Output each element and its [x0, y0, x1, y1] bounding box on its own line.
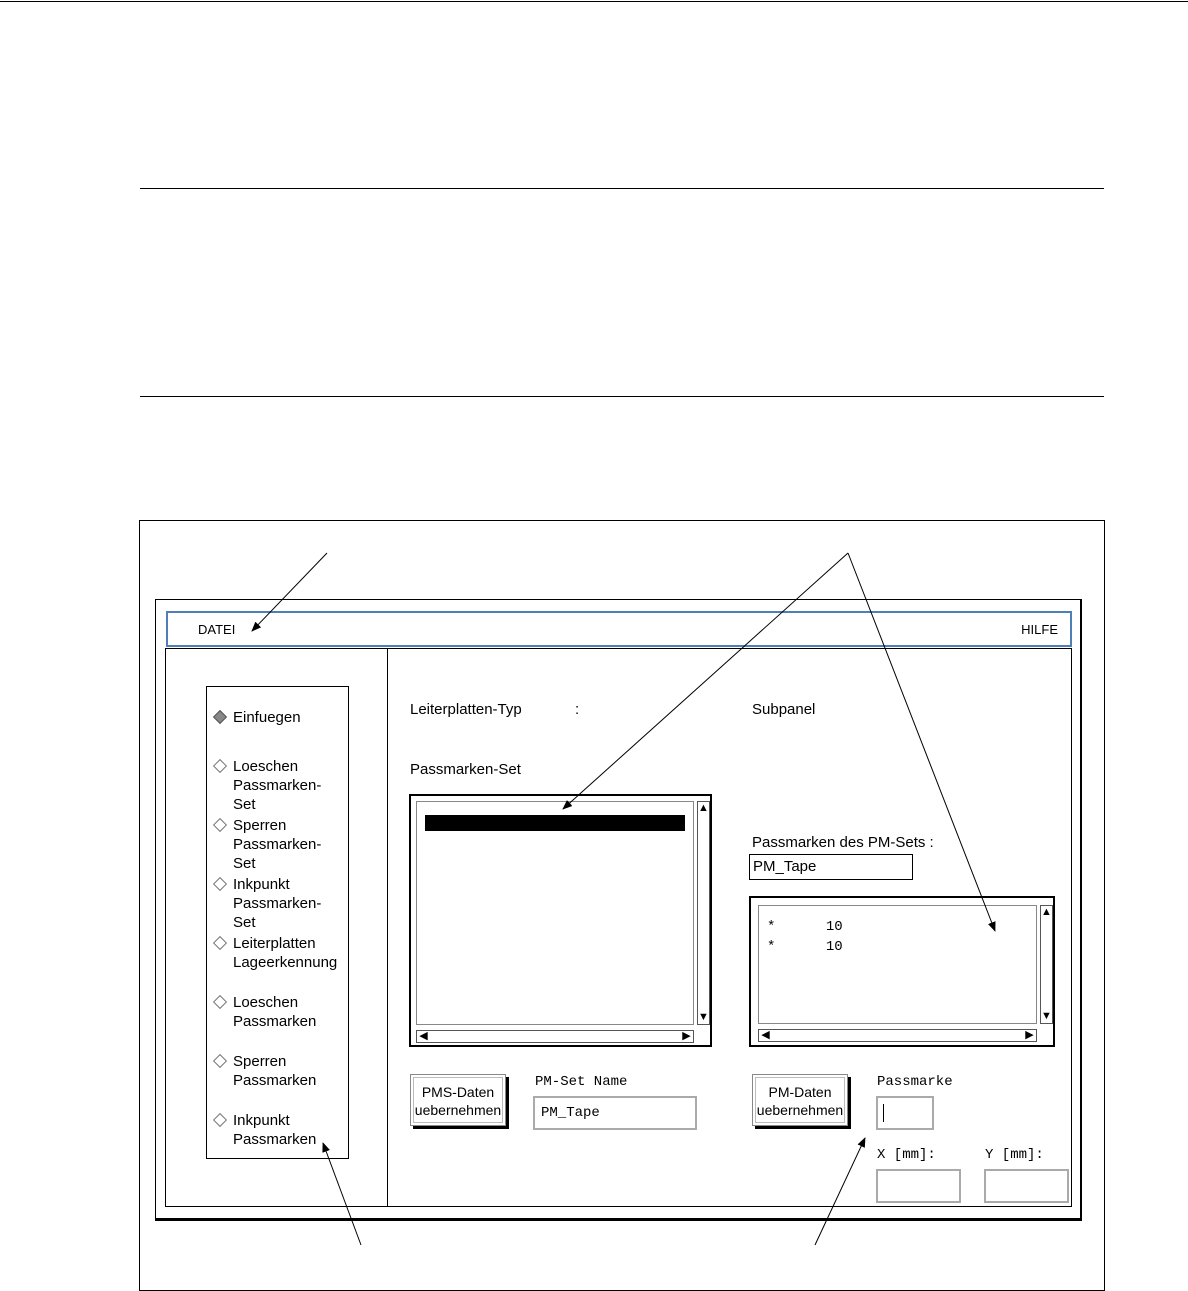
- radio-label: Loeschen Passmarken: [233, 994, 317, 1030]
- button-label: PMS-Daten uebernehmen: [414, 1084, 502, 1118]
- scroll-left-icon[interactable]: ◀: [761, 1029, 770, 1041]
- pm-list-row[interactable]: * 10: [767, 939, 843, 955]
- set-name-label: PM-Set Name: [535, 1074, 628, 1090]
- row-flag: * L: [475, 831, 501, 847]
- set-list-label: Passmarken-Set: [410, 761, 521, 778]
- callout-arrow-set-list: [563, 553, 848, 809]
- pm-list-row[interactable]: * 10: [767, 919, 843, 935]
- board-type-value: Subpanel: [752, 701, 816, 718]
- y-label: Y [mm]:: [985, 1147, 1044, 1163]
- button-label: PM-Daten uebernehmen: [756, 1084, 844, 1118]
- scroll-left-icon[interactable]: ◀: [419, 1030, 428, 1042]
- board-type-colon: :: [575, 701, 580, 718]
- radio-label: Sperren Passmarken: [233, 1053, 317, 1089]
- menu-datei[interactable]: DATEI: [198, 622, 236, 637]
- board-type-label: Leiterplatten-Typ: [410, 701, 522, 718]
- menu-hilfe[interactable]: HILFE: [1021, 622, 1058, 637]
- pm-set-value: PM_Tape: [753, 858, 817, 875]
- callout-arrow-sidebar: [323, 1143, 361, 1245]
- scroll-down-icon[interactable]: ▼: [698, 1011, 709, 1023]
- row-name: PM_Tape: [534, 831, 594, 847]
- radio-label: Einfuegen: [233, 709, 301, 726]
- scroll-up-icon[interactable]: ▲: [1041, 906, 1052, 918]
- radio-label: Loeschen Passmarken-Set: [233, 758, 322, 813]
- scroll-right-icon[interactable]: ▶: [1025, 1029, 1034, 1041]
- x-label: X [mm]:: [877, 1147, 936, 1163]
- scroll-up-icon[interactable]: ▲: [698, 802, 709, 814]
- callout-arrow-pm-list: [848, 553, 995, 931]
- scroll-right-icon[interactable]: ▶: [682, 1030, 691, 1042]
- radio-label: Inkpunkt Passmarken-Set: [233, 876, 322, 931]
- radio-label: Sperren Passmarken-Set: [233, 817, 322, 872]
- scroll-down-icon[interactable]: ▼: [1041, 1010, 1052, 1022]
- set-name-value: PM_Tape: [541, 1105, 600, 1121]
- callout-arrow-passmarke: [815, 1138, 865, 1245]
- passmarke-label: Passmarke: [877, 1074, 953, 1090]
- radio-label: Inkpunkt Passmarken: [233, 1112, 317, 1148]
- callout-arrow-menubar: [252, 553, 327, 631]
- pm-set-label: Passmarken des PM-Sets :: [752, 834, 934, 851]
- radio-label: Leiterplatten Lageerkennung: [233, 935, 338, 971]
